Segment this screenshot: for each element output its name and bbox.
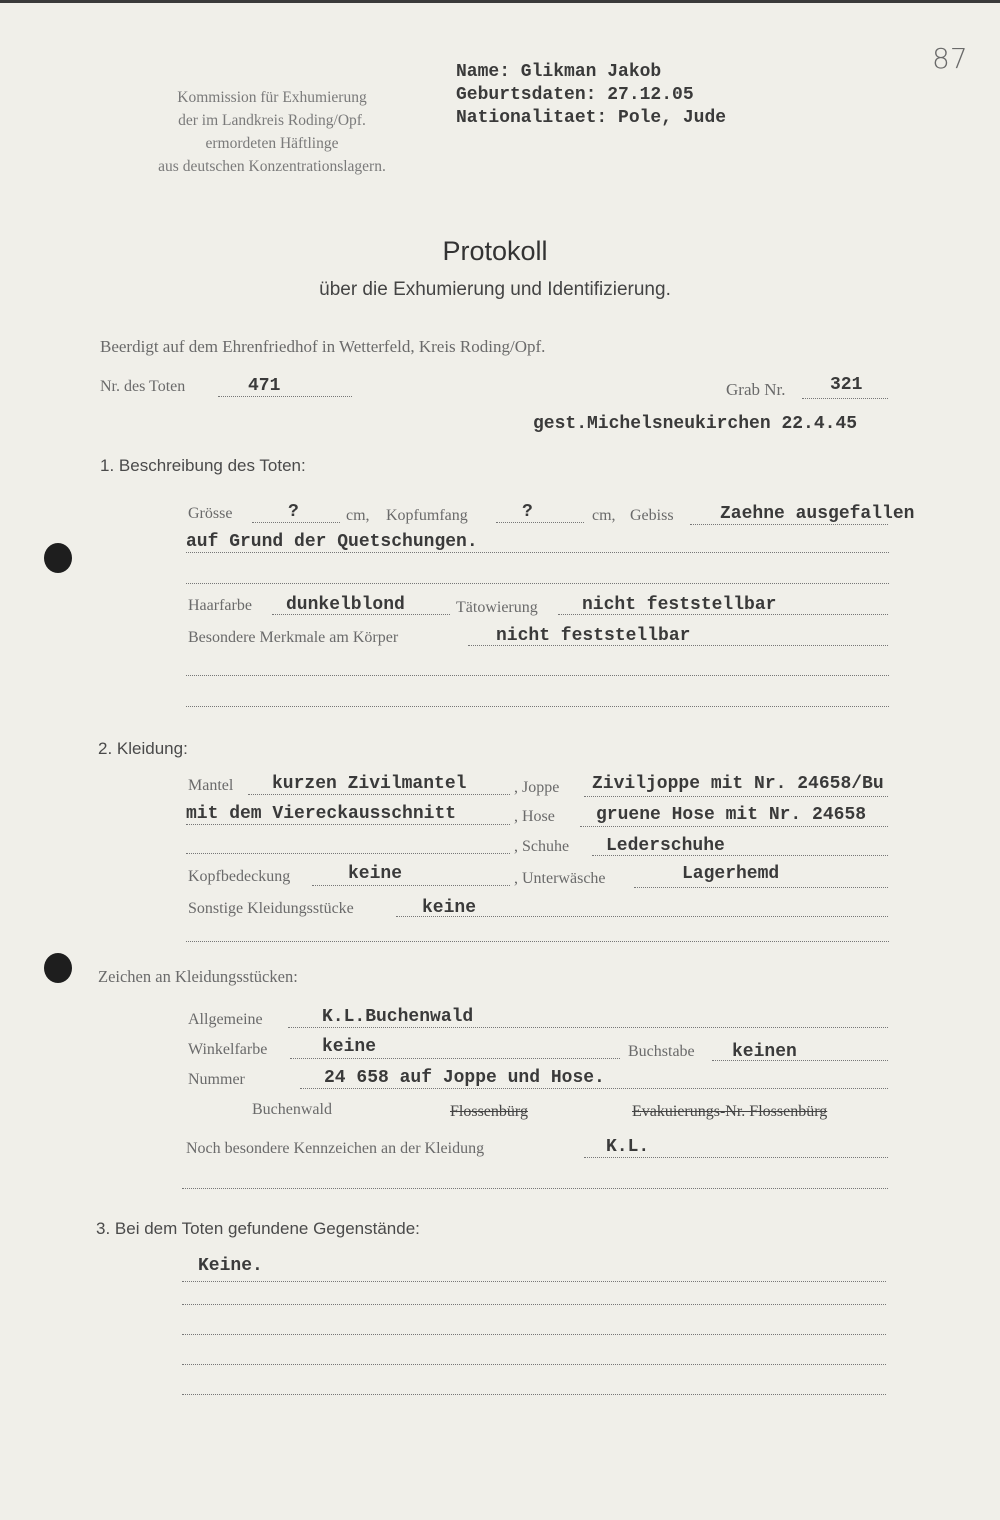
kopfumfang-label: Kopfumfang [386, 507, 468, 524]
groesse-line [252, 522, 340, 523]
death-info: gest.Michelsneukirchen 22.4.45 [533, 414, 858, 434]
person-birth: Geburtsdaten: 27.12.05 [456, 85, 694, 105]
merkmale-line-2 [186, 675, 889, 676]
sonstige-label: Sonstige Kleidungsstücke [188, 900, 354, 917]
mantel-label: Mantel [188, 777, 234, 794]
commission-line-2: der im Landkreis Roding/Opf. [178, 112, 366, 129]
description-line-2 [186, 552, 889, 553]
unterwaesche-value: Lagerhemd [682, 864, 780, 884]
marks-heading: Zeichen an Kleidungsstücken: [98, 967, 298, 986]
winkelfarbe-line [290, 1058, 620, 1059]
description-line-3 [186, 583, 889, 584]
commission-line-1: Kommission für Exhumierung [177, 89, 367, 106]
camp-flossenbuerg-struck: Flossenbürg [450, 1103, 528, 1120]
winkelfarbe-value: keine [322, 1037, 377, 1057]
unterwaesche-line [634, 887, 888, 888]
dead-number-value: 471 [248, 376, 281, 396]
buchstabe-value: keinen [732, 1042, 797, 1062]
unterwaesche-label: , Unterwäsche [514, 870, 606, 887]
merkmale-value: nicht feststellbar [496, 626, 691, 646]
found-items-line-4 [182, 1364, 886, 1365]
found-items-line-3 [182, 1334, 886, 1335]
allgemeine-label: Allgemeine [188, 1011, 263, 1028]
noch-value: K.L. [606, 1137, 650, 1157]
scan-edge [0, 0, 1000, 3]
section-2-heading: 2. Kleidung: [98, 739, 188, 758]
gebiss-continuation: auf Grund der Quetschungen. [186, 532, 478, 552]
joppe-value: Ziviljoppe mit Nr. 24658/Bu [592, 774, 884, 794]
nummer-line [300, 1088, 888, 1089]
page-subtitle: über die Exhumierung und Identifizierung. [319, 279, 671, 300]
dead-number-label: Nr. des Toten [100, 378, 186, 395]
hose-value: gruene Hose mit Nr. 24658 [596, 805, 867, 825]
mantel-line [248, 794, 510, 795]
kopfbedeckung-line [312, 885, 510, 886]
found-items-line-2 [182, 1304, 886, 1305]
groesse-label: Grösse [188, 505, 233, 522]
mantel-continuation: mit dem Viereckausschnitt [186, 804, 457, 824]
burial-place: Beerdigt auf dem Ehrenfriedhof in Wetterfeld, Kreis Roding/Opf. [100, 337, 546, 356]
grave-number-line [802, 398, 888, 399]
kopfbedeckung-value: keine [348, 864, 403, 884]
page-title: Protokoll [442, 236, 548, 266]
page-number: 87 [932, 42, 968, 75]
sonstige-value: keine [422, 898, 477, 918]
gebiss-label: Gebiss [630, 507, 674, 524]
hose-label: , Hose [514, 808, 555, 825]
noch-line-2 [182, 1188, 888, 1189]
merkmale-label: Besondere Merkmale am Körper [188, 629, 399, 646]
section-1-heading: 1. Beschreibung des Toten: [100, 456, 306, 475]
section-3-heading: 3. Bei dem Toten gefundene Gegenstände: [96, 1219, 420, 1238]
allgemeine-line [288, 1027, 888, 1028]
kopfbedeckung-label: Kopfbedeckung [188, 868, 291, 885]
merkmale-line-3 [186, 706, 889, 707]
kopfumfang-line [496, 522, 584, 523]
taetowierung-value: nicht feststellbar [582, 595, 777, 615]
nummer-label: Nummer [188, 1071, 245, 1088]
sonstige-line-2 [186, 941, 889, 942]
cm-unit-1: cm, [346, 507, 370, 524]
joppe-line [584, 796, 888, 797]
commission-line-3: ermordeten Häftlinge [205, 135, 339, 152]
gebiss-value: Zaehne ausgefallen [720, 504, 915, 524]
haarfarbe-value: dunkelblond [286, 595, 405, 615]
grave-number-label: Grab Nr. [726, 380, 786, 399]
found-items-line-5 [182, 1394, 886, 1395]
commission-header [112, 86, 432, 178]
taetowierung-label: Tätowierung [456, 599, 538, 616]
hose-line [580, 826, 888, 827]
noch-label: Noch besondere Kennzeichen an der Kleidung [186, 1140, 485, 1157]
evacuation-number-struck: Evakuierungs-Nr. Flossenbürg [632, 1103, 828, 1120]
found-items-value: Keine. [198, 1256, 263, 1276]
mantel-value: kurzen Zivilmantel [272, 774, 467, 794]
groesse-value: ? [288, 502, 299, 522]
nummer-value: 24 658 auf Joppe und Hose. [324, 1068, 605, 1088]
found-items-line-1 [182, 1281, 886, 1282]
joppe-label: , Joppe [514, 779, 560, 796]
kopfumfang-value: ? [522, 502, 533, 522]
commission-line-4: aus deutschen Konzentrationslagern. [158, 158, 386, 175]
grave-number-value: 321 [830, 375, 863, 395]
punch-hole-top [44, 543, 72, 573]
cm-unit-2: cm, [592, 507, 616, 524]
schuhe-label: , Schuhe [514, 838, 570, 855]
clothing-blank-line [186, 853, 510, 854]
camp-buchenwald: Buchenwald [252, 1101, 332, 1118]
buchstabe-label: Buchstabe [628, 1043, 695, 1060]
person-nationality: Nationalitaet: Pole, Jude [456, 108, 727, 128]
person-name: Name: Glikman Jakob [456, 62, 662, 82]
dead-number-line [218, 396, 352, 397]
schuhe-value: Lederschuhe [606, 836, 725, 856]
punch-hole-bottom [44, 953, 72, 983]
noch-line [584, 1157, 888, 1158]
mantel-line-2 [186, 824, 510, 825]
gebiss-line [690, 524, 888, 525]
haarfarbe-label: Haarfarbe [188, 597, 252, 614]
allgemeine-value: K.L.Buchenwald [322, 1007, 474, 1027]
winkelfarbe-label: Winkelfarbe [188, 1041, 268, 1058]
